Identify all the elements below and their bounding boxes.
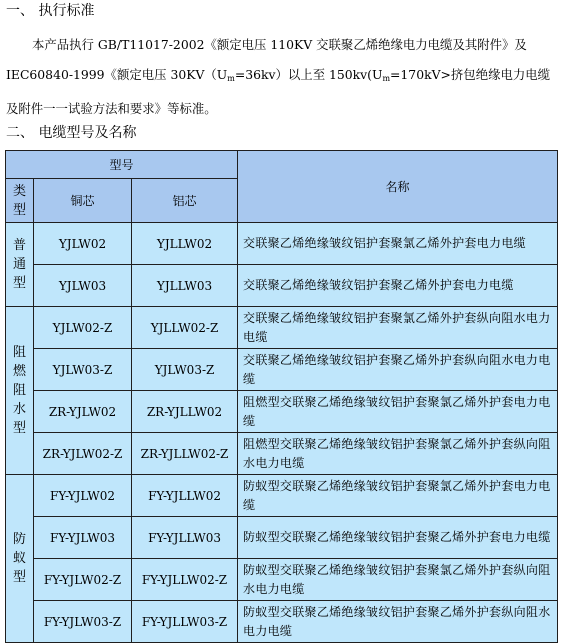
table-row <box>6 433 558 475</box>
copper-model-cell: FY-YJLW02 <box>34 475 132 517</box>
copper-model-cell: FY-YJLW03-Z <box>34 601 132 643</box>
copper-model-cell: YJLW02 <box>34 223 132 265</box>
aluminum-model-cell: FY-YJLLW02-Z <box>132 559 238 601</box>
section-2-heading: 二、 电缆型号及名称 <box>6 125 137 141</box>
copper-model-cell: FY-YJLW02-Z <box>34 559 132 601</box>
section-1-heading: 一、 执行标准 <box>6 3 95 19</box>
table-row <box>6 349 558 391</box>
header-copper: 铜芯 <box>34 179 132 223</box>
table-row <box>6 517 558 559</box>
copper-model-cell: ZR-YJLW02 <box>34 391 132 433</box>
header-model: 型号 <box>6 151 238 179</box>
cable-name-cell: 防蚁型交联聚乙烯绝缘皱纹铝护套聚乙烯外护套电力电缆 <box>238 517 558 559</box>
cable-name-cell: 交联聚乙烯绝缘皱纹铝护套聚氯乙烯外护套纵向阻水电力电缆 <box>238 307 558 349</box>
cable-name-cell: 交联聚乙烯绝缘皱纹铝护套聚乙烯外护套纵向阻水电力电缆 <box>238 349 558 391</box>
aluminum-model-cell: ZR-YJLLW02 <box>132 391 238 433</box>
table-row <box>6 223 558 265</box>
aluminum-model-cell: ZR-YJLLW02-Z <box>132 433 238 475</box>
table-row <box>6 475 558 517</box>
copper-model-cell: ZR-YJLW02-Z <box>34 433 132 475</box>
cable-name-cell: 防蚁型交联聚乙烯绝缘皱纹铝护套聚乙烯外护套纵向阻水电力电缆 <box>238 601 558 643</box>
cable-name-cell: 交联聚乙烯绝缘皱纹铝护套聚乙烯外护套电力电缆 <box>238 265 558 307</box>
header-aluminum: 铝芯 <box>132 179 238 223</box>
cable-name-cell: 阻燃型交联聚乙烯绝缘皱纹铝护套聚氯乙烯外护套纵向阻水电力电缆 <box>238 433 558 475</box>
cable-name-cell: 防蚁型交联聚乙烯绝缘皱纹铝护套聚氯乙烯外护套纵向阻水电力电缆 <box>238 559 558 601</box>
header-name: 名称 <box>238 151 558 223</box>
cable-name-cell: 防蚁型交联聚乙烯绝缘皱纹铝护套聚氯乙烯外护套电力电缆 <box>238 475 558 517</box>
aluminum-model-cell: FY-YJLLW02 <box>132 475 238 517</box>
cable-name-cell: 交联聚乙烯绝缘皱纹铝护套聚氯乙烯外护套电力电缆 <box>238 223 558 265</box>
type-cell: 阻燃阻水型 <box>6 307 34 475</box>
aluminum-model-cell: YJLLW02-Z <box>132 307 238 349</box>
type-cell: 防蚁型 <box>6 475 34 643</box>
standards-line-1: 本产品执行 GB/T11017-2002《额定电压 110KV 交联聚乙烯绝缘电力电缆及其附件》及 <box>32 37 527 52</box>
subscript-m: m <box>382 74 391 83</box>
aluminum-model-cell: FY-YJLLW03 <box>132 517 238 559</box>
standards-line-3: 及附件一一试验方法和要求》等标准。 <box>6 101 217 116</box>
copper-model-cell: YJLW03 <box>34 265 132 307</box>
table-row <box>6 307 558 349</box>
copper-model-cell: YJLW03-Z <box>34 349 132 391</box>
subscript-m: m <box>227 74 235 83</box>
type-cell: 普通型 <box>6 223 34 307</box>
aluminum-model-cell: FY-YJLLW03-Z <box>132 601 238 643</box>
cable-name-cell: 阻燃型交联聚乙烯绝缘皱纹铝护套聚氯乙烯外护套电力电缆 <box>238 391 558 433</box>
table-row <box>6 265 558 307</box>
aluminum-model-cell: YJLLW02 <box>132 223 238 265</box>
copper-model-cell: YJLW02-Z <box>34 307 132 349</box>
copper-model-cell: FY-YJLW03 <box>34 517 132 559</box>
header-type: 类型 <box>6 179 34 223</box>
aluminum-model-cell: YJLW03-Z <box>132 349 238 391</box>
cable-model-table <box>5 150 558 643</box>
table-row <box>6 391 558 433</box>
table-row <box>6 559 558 601</box>
standards-paragraph <box>6 30 560 124</box>
table-row <box>6 601 558 643</box>
standards-line-2: IEC60840-1999《额定电压 $30KV(U_m=36kv)$以上至 $150kv(U_m=170kV>$挤包绝缘电力电缆 <box>6 67 551 83</box>
aluminum-model-cell: YJLLW03 <box>132 265 238 307</box>
